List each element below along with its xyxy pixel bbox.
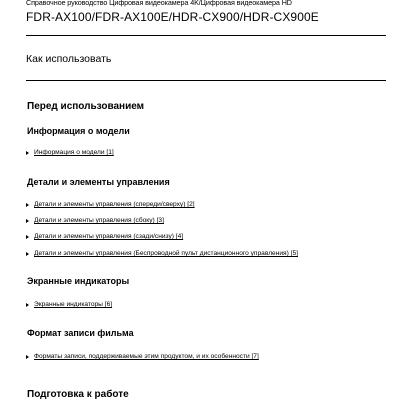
bullet-arrow-icon <box>26 203 29 207</box>
section-heading: Как использовать <box>26 53 112 65</box>
group-title-screen-indicators: Экранные индикаторы <box>27 276 130 286</box>
topic-item[interactable] <box>26 217 164 224</box>
topic-item[interactable] <box>26 233 183 240</box>
bullet-arrow-icon <box>26 303 29 307</box>
group-title-movie-format: Формат записи фильма <box>27 328 134 338</box>
topic-item[interactable] <box>26 201 195 208</box>
topic-link[interactable]: Детали и элементы управления (спереди/сверху) [2] <box>34 201 195 208</box>
topic-link[interactable]: Детали и элементы управления (сзади/снизу) [4] <box>34 233 184 240</box>
bullet-arrow-icon <box>26 151 29 155</box>
bullet-arrow-icon <box>26 219 29 223</box>
chapter-title: Перед использованием <box>27 101 145 112</box>
section-divider <box>26 80 386 81</box>
topic-item[interactable] <box>26 250 298 257</box>
group-title-model-info: Информация о модели <box>27 126 130 136</box>
bullet-arrow-icon <box>26 355 29 359</box>
topic-link[interactable]: Форматы записи, поддерживаемые этим продуктом, и их особенности [7] <box>34 353 259 360</box>
document-model-title: FDR-AX100/FDR-AX100E/HDR-CX900/HDR-CX900E <box>26 10 319 24</box>
topic-item[interactable] <box>26 353 259 360</box>
topic-item[interactable] <box>26 149 114 156</box>
bullet-arrow-icon <box>26 252 29 256</box>
topic-item[interactable] <box>26 301 112 308</box>
bullet-arrow-icon <box>26 235 29 239</box>
topic-link[interactable]: Информация о модели [1] <box>34 149 114 156</box>
topic-link[interactable]: Детали и элементы управления (Беспроводной пульт дистанционного управления) [5] <box>34 250 298 257</box>
header-divider <box>26 35 386 36</box>
group-title-parts-controls: Детали и элементы управления <box>27 177 170 187</box>
next-chapter-title: Подготовка к работе <box>27 389 129 400</box>
document-subtitle: Справочное руководство Цифровая видеокамера 4K/Цифровая видеокамера HD <box>26 0 292 7</box>
topic-link[interactable]: Детали и элементы управления (сбоку) [3] <box>34 217 164 224</box>
topic-link[interactable]: Экранные индикаторы [6] <box>34 301 113 308</box>
